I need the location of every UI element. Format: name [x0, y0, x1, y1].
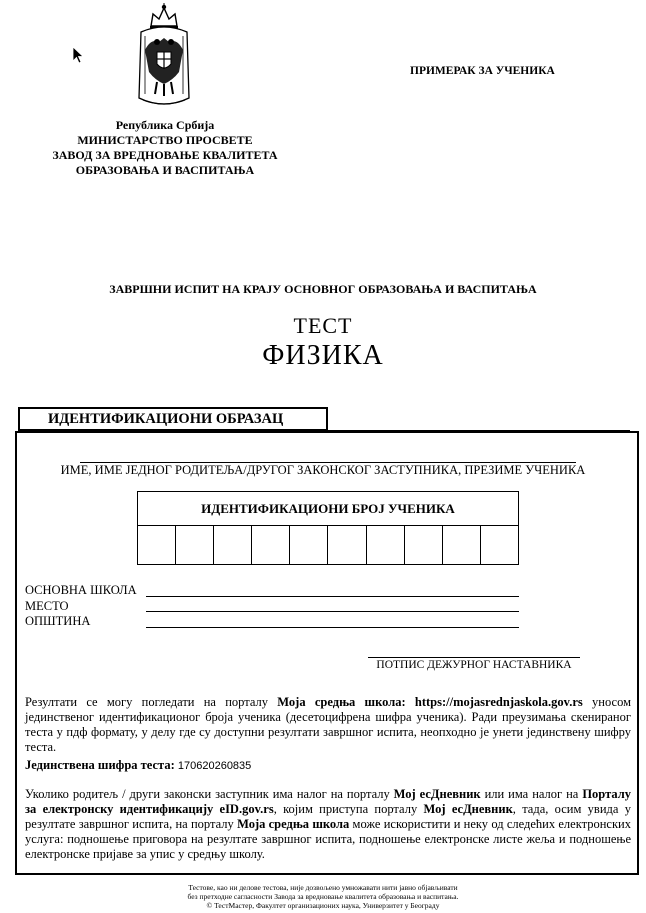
para1-text-2: уносом јединственог идентификационог броја ученика (десетоцифрена шифра ученика). Ради преузимања скенираног теста у пдф формату, у делу где су доступни резултати завршног испита, неопходно је унети јединствену шифру теста.	[25, 695, 631, 754]
test-label: ТЕСТ	[293, 313, 353, 338]
id-digit-cell[interactable]	[443, 526, 481, 564]
portal-name-2: Порталу за електронску идентификацију eID.gov.rs	[25, 787, 631, 816]
place-label: МЕСТО	[25, 599, 69, 613]
place-line[interactable]	[146, 611, 519, 612]
eservices-info-paragraph	[25, 787, 631, 862]
id-digit-cell[interactable]	[252, 526, 290, 564]
copy-label: ПРИМЕРАК ЗА УЧЕНИКА	[410, 65, 555, 77]
republic-name: Република Србија	[115, 118, 215, 132]
para2-text-1: Уколико родитељ / други законски заступник има налог на порталу	[25, 787, 394, 801]
id-digit-cell[interactable]	[367, 526, 405, 564]
footer-line-2: без претходне сагласности Завода за вредновање квалитета образовања и васпитања.	[187, 892, 459, 901]
municipality-line[interactable]	[146, 627, 519, 628]
exam-title: ЗАВРШНИ ИСПИТ НА КРАЈУ ОСНОВНОГ ОБРАЗОВАЊА И ВАСПИТАЊА	[109, 282, 537, 296]
para2-text-2: или има налог на	[480, 787, 583, 801]
portal-name-1: Мој есДневник	[393, 787, 481, 801]
subject-title: ФИЗИКА	[262, 340, 384, 371]
ministry-name: МИНИСТАРСТВО ПРОСВЕТЕ	[77, 133, 253, 147]
mouse-cursor-icon	[72, 46, 84, 64]
footer-line-3: © ТестМастер, Факултет организационих наука, Универзитет у Београду	[206, 901, 440, 910]
signature-line[interactable]	[368, 657, 580, 658]
id-digit-cell[interactable]	[176, 526, 214, 564]
identification-form-tab	[18, 407, 328, 431]
portal-name-4: Моја средња школа	[237, 817, 350, 831]
portal-name-3: Мој есДневник	[423, 802, 513, 816]
institute-name-line2: ОБРАЗОВАЊА И ВАСПИТАЊА	[75, 163, 255, 177]
id-digit-cell[interactable]	[290, 526, 328, 564]
portal-link-text: Моја средња школа: https://mojasrednjaskola.gov.rs	[277, 695, 583, 709]
student-name-label: ИМЕ, ИМЕ ЈЕДНОГ РОДИТЕЉА/ДРУГОГ ЗАКОНСКОГ ЗАСТУПНИКА, ПРЕЗИМЕ УЧЕНИКА	[60, 463, 586, 477]
student-id-number-table	[137, 491, 519, 565]
id-digit-cell[interactable]	[405, 526, 443, 564]
municipality-label: ОПШТИНА	[25, 614, 91, 628]
para2-text-3: , којим приступа порталу	[273, 802, 424, 816]
id-digit-cell[interactable]	[138, 526, 176, 564]
copyright-footer	[0, 883, 646, 910]
footer-line-1: Тестове, као ни делове тестова, није дозвољено умножавати нити јавно објављивати	[188, 883, 458, 892]
id-digit-cell[interactable]	[328, 526, 366, 564]
test-code-line	[25, 758, 631, 774]
school-label: ОСНОВНА ШКОЛА	[25, 583, 137, 597]
para2-text-5: може искористити и неку од следећих електронских услуга: подношење приговора на резултате завршног испита, подношење електронске листе жеља и подношење електронске пријаве за упис у средњу школу.	[25, 817, 631, 861]
id-digit-cell[interactable]	[481, 526, 518, 564]
institute-name-line1: ЗАВОД ЗА ВРЕДНОВАЊЕ КВАЛИТЕТА	[52, 148, 278, 162]
institution-header	[40, 118, 290, 178]
para1-text-1: Резултати се могу погледати на порталу	[25, 695, 278, 709]
school-line[interactable]	[146, 596, 519, 597]
serbian-coat-of-arms-icon	[133, 2, 195, 110]
identification-form-title: ИДЕНТИФИКАЦИОНИ ОБРАЗАЦ	[48, 411, 284, 427]
student-id-digit-cells	[138, 526, 518, 564]
signature-label: ПОТПИС ДЕЖУРНОГ НАСТАВНИКА	[376, 659, 572, 671]
student-id-number-label: ИДЕНТИФИКАЦИОНИ БРОЈ УЧЕНИКА	[138, 492, 518, 526]
test-code-label: Јединствена шифра теста:	[25, 758, 175, 772]
results-info-paragraph	[25, 695, 631, 755]
id-digit-cell[interactable]	[214, 526, 252, 564]
test-code-value: 170620260835	[177, 760, 252, 772]
para2-text-4: , тада, осим увида у резултате завршног испита, на порталу	[25, 802, 631, 831]
